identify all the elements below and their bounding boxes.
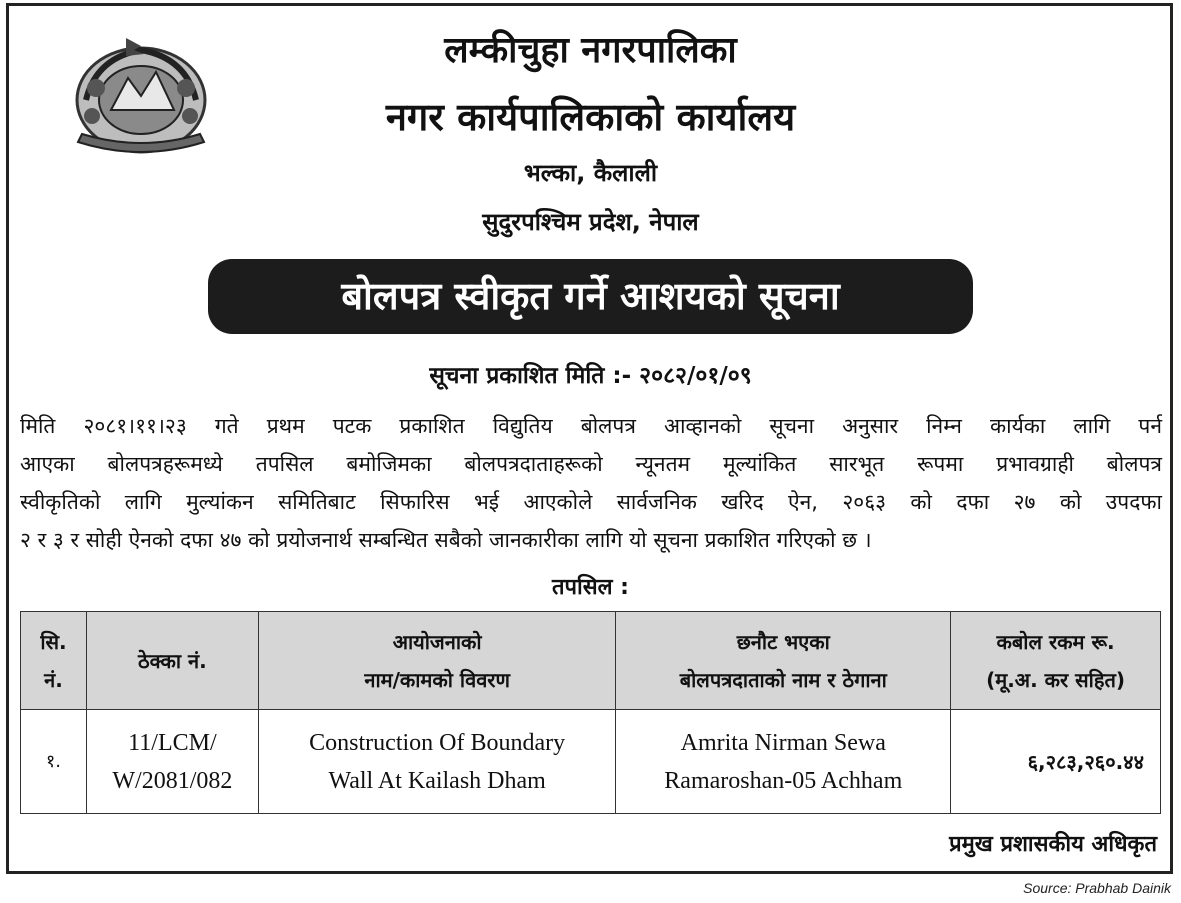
cell-project: Construction Of Boundary Wall At Kailash Dham	[258, 710, 616, 814]
col-header-project: आयोजनाको नाम/कामको विवरण	[258, 612, 616, 710]
schedule-label: तपसिल :	[552, 575, 629, 600]
col-header-serial: सि. नं.	[21, 612, 87, 710]
notice-body-line: स्वीकृतिको लागि मुल्यांकन समितिबाट सिफारिस भई आएकोले सार्वजनिक खरिद ऐन, २०६३ को दफा २७ को उपदफा	[20, 490, 1162, 514]
signatory-title: प्रमुख प्रशासकीय अधिकृत	[949, 832, 1157, 857]
office-location: भल्का, कैलाली	[523, 159, 658, 187]
notice-body-line: मिति २०८१।११।२३ गते प्रथम पटक प्रकाशित विद्युतिय बोलपत्र आव्हानको सूचना अनुसार निम्न कार्यका लागि पर्न	[20, 414, 1162, 438]
cell-amount: ६,२८३,२६०.४४	[951, 710, 1161, 814]
cell-serial: १.	[21, 710, 87, 814]
cell-bidder: Amrita Nirman Sewa Ramaroshan-05 Achham	[616, 710, 951, 814]
award-table	[20, 611, 1161, 814]
col-header-bidder: छनौट भएका बोलपत्रदाताको नाम र ठेगाना	[616, 612, 951, 710]
notice-body	[20, 407, 1162, 559]
province-country: सुदुरपश्चिम प्रदेश, नेपाल	[482, 208, 699, 236]
table-row	[21, 710, 1161, 814]
notice-title-banner: बोलपत्र स्वीकृत गर्ने आशयको सूचना	[208, 259, 973, 334]
col-header-contract-no: ठेक्का नं.	[86, 612, 258, 710]
notice-body-line: २ र ३ र सोही ऐनको दफा ४७ को प्रयोजनार्थ सम्बन्धित सबैको जानकारीका लागि यो सूचना प्रकाशित गरिएको छ ।	[20, 528, 872, 552]
col-header-amount: कबोल रकम रू. (मू.अ. कर सहित)	[951, 612, 1161, 710]
municipality-name: लम्कीचुहा नगरपालिका	[444, 30, 737, 71]
publish-date: सूचना प्रकाशित मिति :- २०८२/०१/०९	[429, 363, 752, 389]
office-name: नगर कार्यपालिकाको कार्यालय	[385, 95, 796, 139]
cell-contract-no: 11/LCM/ W/2081/082	[86, 710, 258, 814]
notice-body-line: आएका बोलपत्रहरूमध्ये तपसिल बमोजिमका बोलपत्रदाताहरूको न्यूनतम मूल्यांकित सारभूत रूपमा प्रभावग्राही बोलपत्र	[20, 452, 1162, 476]
table-header-row	[21, 612, 1161, 710]
source-credit: Source: Prabhab Dainik	[1023, 880, 1171, 896]
